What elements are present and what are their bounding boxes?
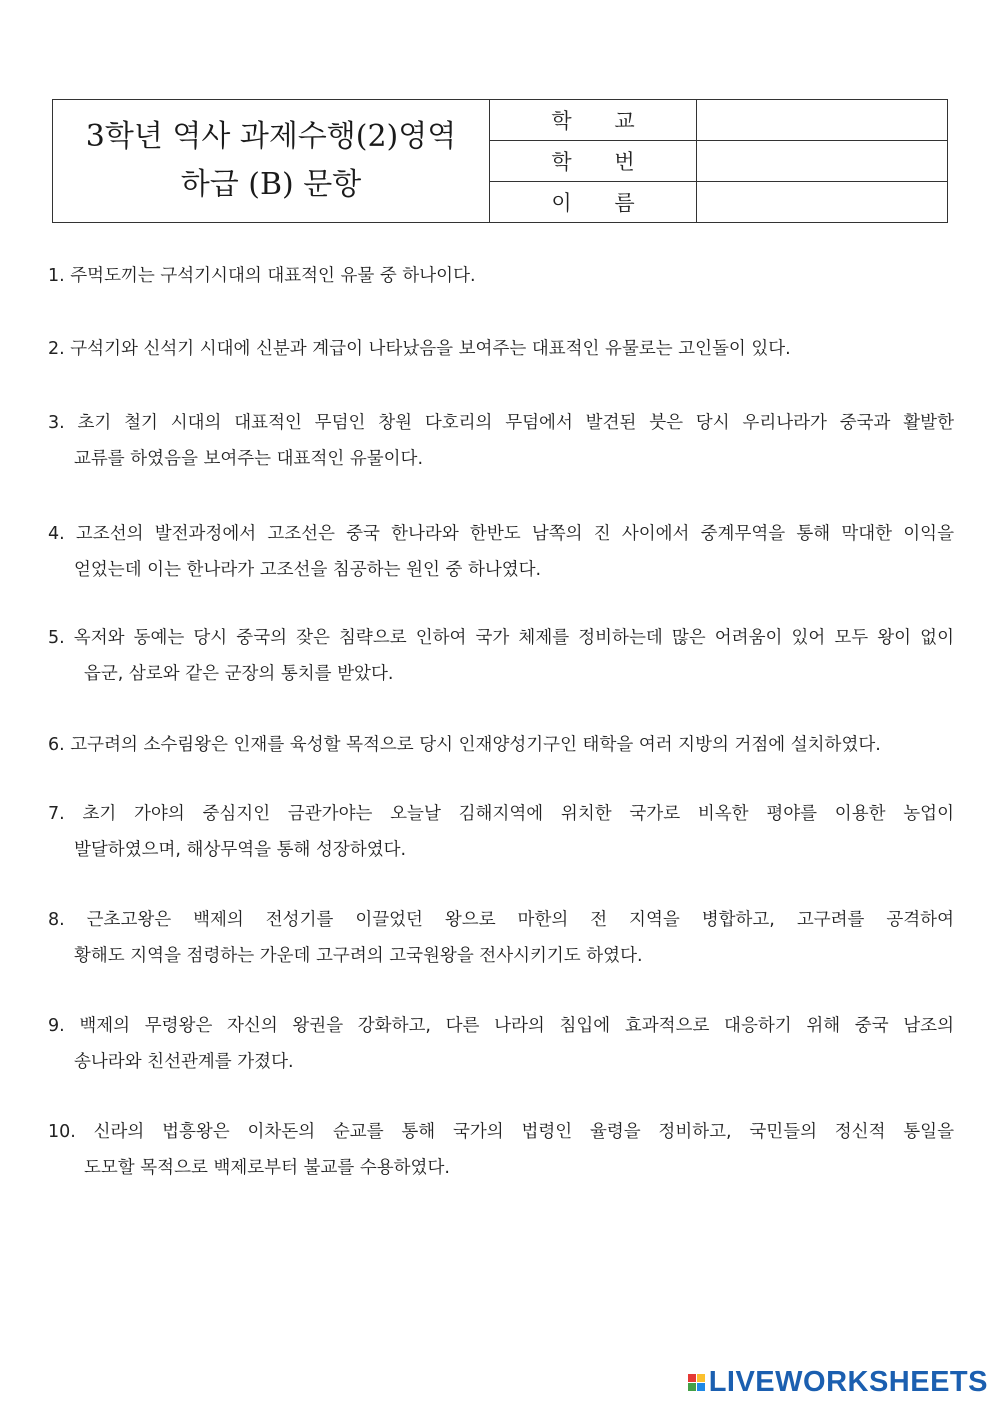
question-4-line-2: 얻었는데 이는 한나라가 고조선을 침공하는 원인 중 하나였다. [74,560,542,580]
question-9 [48,1008,954,1080]
question-7 [48,796,954,868]
logo-text: LIVEWORKSHEETS [708,1365,988,1398]
title-line-2: 하급 (B) 문항 [180,167,362,202]
question-5 [48,620,954,692]
question-8-line-1: 8. 근초고왕은 백제의 전성기를 이끌었던 왕으로 마한의 전 지역을 병합하고, 고구려를 공격하여 [48,910,954,930]
student-number-field[interactable] [697,141,948,182]
logo-block-green [688,1383,696,1391]
question-4 [48,516,954,588]
question-3 [48,405,954,477]
title-line-1: 3학년 역사 과제수행(2)영역 [85,119,457,154]
school-label: 학 교 [490,100,697,141]
question-5-line-1: 5. 옥저와 동예는 당시 중국의 잦은 침략으로 인하여 국가 체제를 정비하는데 많은 어려움이 있어 모두 왕이 없이 [48,628,954,648]
school-field[interactable] [697,100,948,141]
question-6 [48,727,954,763]
name-label: 이 름 [490,182,697,223]
liveworksheets-logo[interactable] [688,1367,988,1397]
question-1 [48,258,954,294]
question-2-line-1: 2. 구석기와 신석기 시대에 신분과 계급이 나타났음을 보여주는 대표적인 유물로는 고인돌이 있다. [48,339,791,359]
logo-block-yellow [697,1374,705,1382]
question-10-line-1: 10. 신라의 법흥왕은 이차돈의 순교를 통해 국가의 법령인 율령을 정비하고, 국민들의 정신적 통일을 [48,1122,954,1142]
question-6-line-1: 6. 고구려의 소수림왕은 인재를 육성할 목적으로 당시 인재양성기구인 태학을 여러 지방의 거점에 설치하였다. [48,735,881,755]
question-4-line-1: 4. 고조선의 발전과정에서 고조선은 중국 한나라와 한반도 남쪽의 진 사이에서 중계무역을 통해 막대한 이익을 [48,524,954,544]
worksheet-title [53,100,490,223]
question-2 [48,331,954,367]
question-9-line-2: 송나라와 친선관계를 가졌다. [74,1052,294,1072]
question-8 [48,902,954,974]
question-5-line-2: 읍군, 삼로와 같은 군장의 통치를 받았다. [84,664,394,684]
logo-blocks-icon [688,1374,705,1391]
question-1-line-1: 1. 주먹도끼는 구석기시대의 대표적인 유물 중 하나이다. [48,266,476,286]
question-7-line-2: 발달하였으며, 해상무역을 통해 성장하였다. [74,840,407,860]
question-8-line-2: 황해도 지역을 점령하는 가운데 고구려의 고국원왕을 전사시키기도 하였다. [74,946,643,966]
question-3-line-2: 교류를 하였음을 보여주는 대표적인 유물이다. [74,449,424,469]
logo-block-red [688,1374,696,1382]
question-10-line-2: 도모할 목적으로 백제로부터 불교를 수용하였다. [84,1158,450,1178]
header-table [52,99,948,223]
logo-block-blue [697,1383,705,1391]
question-9-line-1: 9. 백제의 무령왕은 자신의 왕권을 강화하고, 다른 나라의 침입에 효과적으로 대응하기 위해 중국 남조의 [48,1016,954,1036]
student-number-label: 학 번 [490,141,697,182]
question-7-line-1: 7. 초기 가야의 중심지인 금관가야는 오늘날 김해지역에 위치한 국가로 비옥한 평야를 이용한 농업이 [48,804,954,824]
question-10 [48,1114,954,1186]
name-field[interactable] [697,182,948,223]
question-3-line-1: 3. 초기 철기 시대의 대표적인 무덤인 창원 다호리의 무덤에서 발견된 붓은 당시 우리나라가 중국과 활발한 [48,413,954,433]
